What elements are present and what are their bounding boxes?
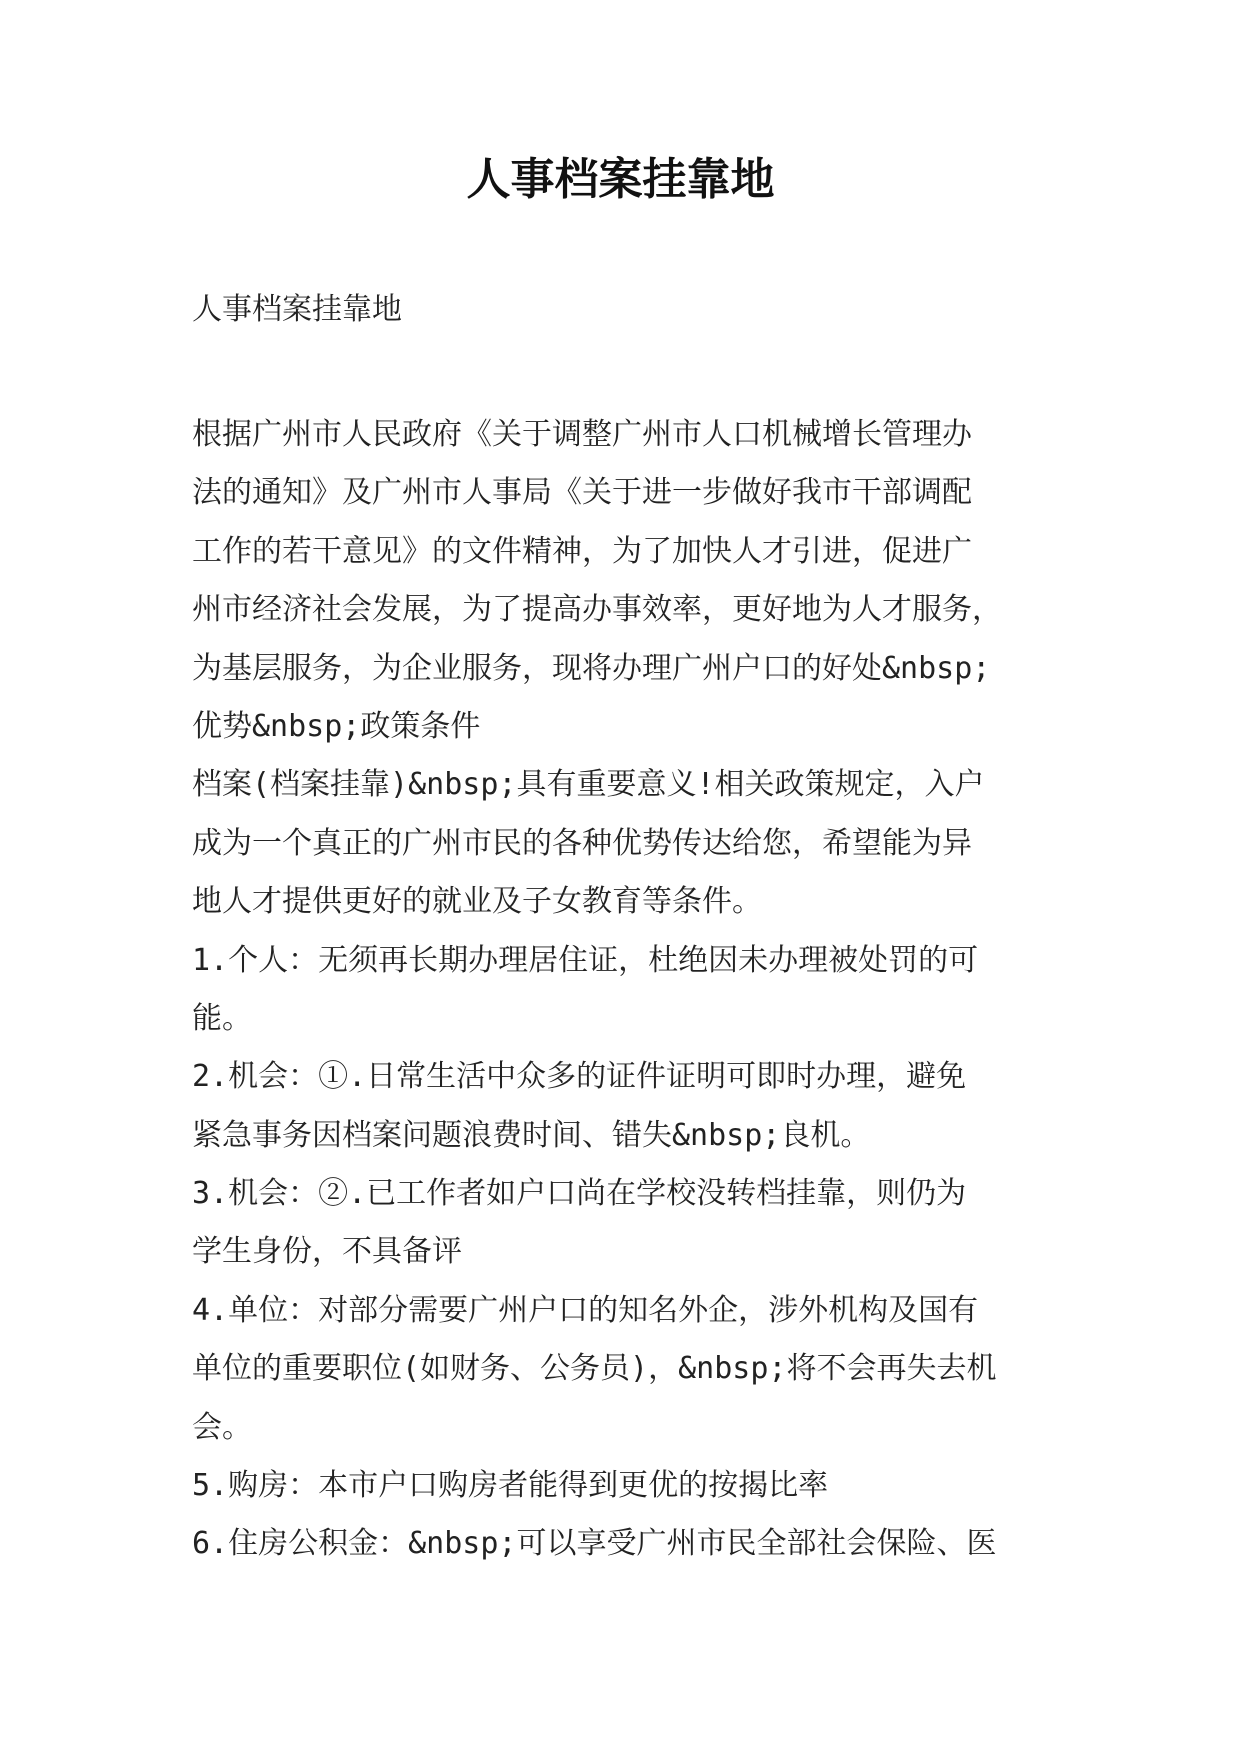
body-line: 根据广州市人民政府《关于调整广州市人口机械增长管理办 xyxy=(192,417,972,452)
body-line: 6.住房公积金：&nbsp;可以享受广州市民全部社会保险、医 xyxy=(192,1526,997,1562)
body-line: 紧急事务因档案问题浪费时间、错失&nbsp;良机。 xyxy=(192,1117,871,1153)
body-line: 法的通知》及广州市人事局《关于进一步做好我市干部调配 xyxy=(192,475,972,511)
body-line: 2.机会：①.日常生活中众多的证件证明可即时办理，避免 xyxy=(192,1059,967,1095)
document-subtitle: 人事档案挂靠地 xyxy=(192,292,402,327)
body-line: 5.购房：本市户口购房者能得到更优的按揭比率 xyxy=(192,1468,829,1504)
body-line: 4.单位：对部分需要广州户口的知名外企，涉外机构及国有 xyxy=(192,1292,979,1328)
body-line: 单位的重要职位(如财务、公务员)，&nbsp;将不会再失去机 xyxy=(192,1351,997,1387)
body-line: 地人才提供更好的就业及子女教育等条件。 xyxy=(192,884,762,920)
body-line: 学生身份，不具备评 xyxy=(192,1234,462,1270)
body-line: 能。 xyxy=(192,1000,252,1036)
body-line: 1.个人：无须再长期办理居住证，杜绝因未办理被处罚的可 xyxy=(192,942,979,978)
body-line: 州市经济社会发展，为了提高办事效率，更好地为人才服务， xyxy=(192,592,1002,628)
body-line: 档案(档案挂靠)&nbsp;具有重要意义!相关政策规定，入户 xyxy=(192,767,985,803)
body-line: 优势&nbsp;政策条件 xyxy=(192,708,481,744)
body-line: 3.机会：②.已工作者如户口尚在学校没转档挂靠，则仍为 xyxy=(192,1176,967,1212)
document-title: 人事档案挂靠地 xyxy=(466,154,775,205)
body-line: 成为一个真正的广州市民的各种优势传达给您，希望能为异 xyxy=(192,825,972,861)
body-line: 工作的若干意见》的文件精神，为了加快人才引进，促进广 xyxy=(192,533,972,569)
document-body xyxy=(192,406,1052,1574)
body-line: 为基层服务，为企业服务，现将办理广州户口的好处&nbsp; xyxy=(192,650,991,686)
body-line: 会。 xyxy=(192,1409,252,1445)
